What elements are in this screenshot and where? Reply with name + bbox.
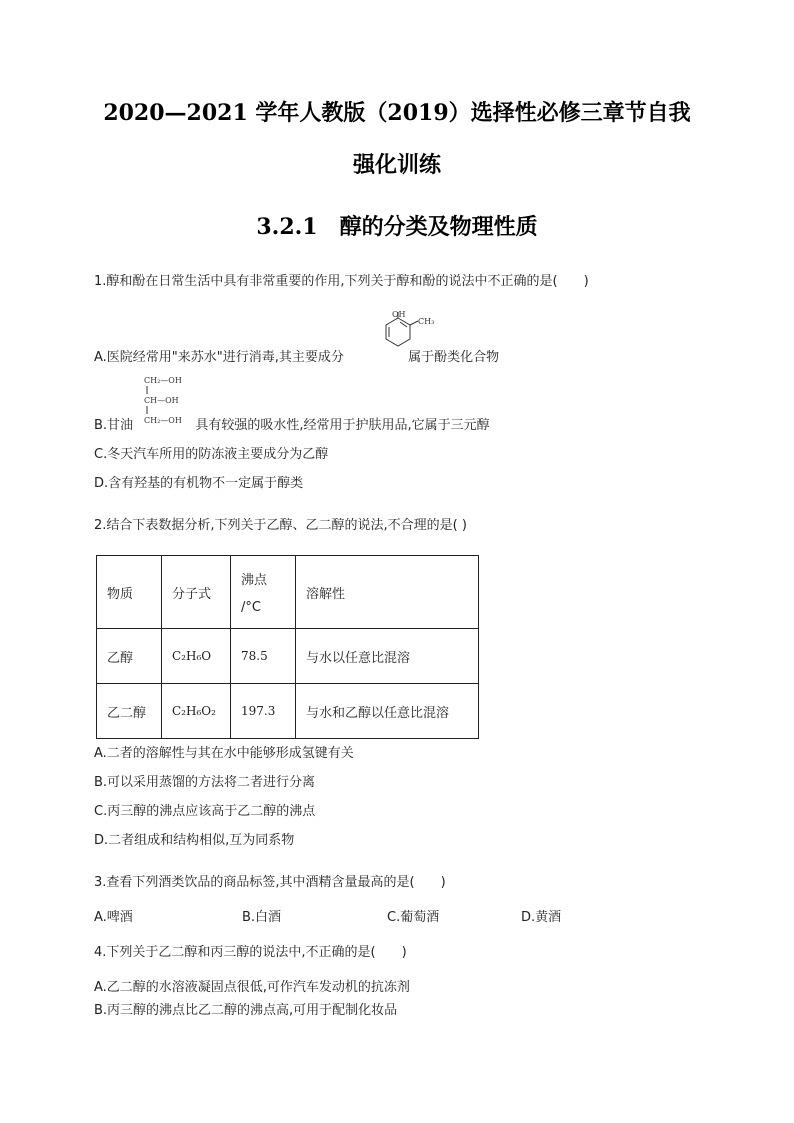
q1-option-c: C.冬天汽车所用的防冻液主要成分为乙醇 xyxy=(94,447,329,462)
glycerol-line2: CH—OH xyxy=(144,396,179,405)
table-cell: 乙醇 xyxy=(97,629,162,684)
table-header-boiling: 沸点 xyxy=(241,573,268,588)
table-row xyxy=(97,629,479,684)
table-header-cell: 分子式 xyxy=(162,556,231,629)
table-header-cell: 物质 xyxy=(97,556,162,629)
q1-option-b-suffix: 具有较强的吸水性,经常用于护肤用品,它属于三元醇 xyxy=(195,418,490,433)
table-row xyxy=(97,684,479,739)
q3-option-d: D.黄酒 xyxy=(521,910,562,925)
q3-option-c: C.葡萄酒 xyxy=(387,910,440,925)
table-cell: 78.5 xyxy=(231,629,296,684)
q2-stem: 2.结合下表数据分析,下列关于乙醇、乙二醇的说法,不合理的是( ) xyxy=(94,518,467,533)
q4-option-a: A.乙二醇的水溶液凝固点很低,可作汽车发动机的抗冻剂 xyxy=(94,980,410,995)
q1-option-b xyxy=(94,414,490,433)
q2-option-b: B.可以采用蒸馏的方法将二者进行分离 xyxy=(94,775,316,790)
q2-option-c: C.丙三醇的沸点应该高于乙二醇的沸点 xyxy=(94,804,316,819)
table-cell: 197.3 xyxy=(231,684,296,739)
table-header-unit: /°C xyxy=(241,600,261,615)
page-title-line2: 强化训练 xyxy=(352,152,441,178)
q2-data-table xyxy=(96,555,479,739)
q3-options xyxy=(94,906,561,925)
page-title-line1: 2020—2021 学年人教版（2019）选择性必修三章节自我 xyxy=(103,100,691,126)
table-cell: C₂H₆O xyxy=(162,629,231,684)
q1-option-b-prefix: B.甘油 xyxy=(94,418,134,433)
cresol-structure-icon xyxy=(378,308,440,358)
glycerol-line3: CH₂—OH xyxy=(144,416,182,425)
q1-option-d: D.含有羟基的有机物不一定属于醇类 xyxy=(94,476,304,491)
table-cell: 与水和乙醇以任意比混溶 xyxy=(296,684,479,739)
q3-option-a: A.啤酒 xyxy=(94,910,133,925)
table-header-cell: 溶解性 xyxy=(296,556,479,629)
q4-option-b: B.丙三醇的沸点比乙二醇的沸点高,可用于配制化妆品 xyxy=(94,1003,398,1018)
cresol-ch3-label: CH₃ xyxy=(418,317,435,326)
q2-option-d: D.二者组成和结构相似,互为同系物 xyxy=(94,833,295,848)
q1-option-a-prefix: A.医院经常用"来苏水"进行消毒,其主要成分 xyxy=(94,350,344,365)
table-cell: 与水以任意比混溶 xyxy=(296,629,479,684)
table-header-row xyxy=(97,556,479,629)
table-header-cell xyxy=(231,556,296,629)
cresol-oh-label: OH xyxy=(392,310,406,319)
q2-option-a: A.二者的溶解性与其在水中能够形成氢键有关 xyxy=(94,746,354,761)
section-title: 3.2.1 醇的分类及物理性质 xyxy=(256,214,538,240)
table-cell: C₂H₆O₂ xyxy=(162,684,231,739)
q3-stem: 3.查看下列酒类饮品的商品标签,其中酒精含量最高的是( ) xyxy=(94,875,446,890)
q1-stem: 1.醇和酚在日常生活中具有非常重要的作用,下列关于醇和酚的说法中不正确的是( ) xyxy=(94,274,589,289)
table-cell: 乙二醇 xyxy=(97,684,162,739)
q3-option-b: B.白酒 xyxy=(242,910,282,925)
q4-stem: 4.下列关于乙二醇和丙三醇的说法中,不正确的是( ) xyxy=(94,945,407,960)
q1-option-a-suffix: 属于酚类化合物 xyxy=(408,350,500,365)
glycerol-line1: CH₂—OH xyxy=(144,376,182,385)
